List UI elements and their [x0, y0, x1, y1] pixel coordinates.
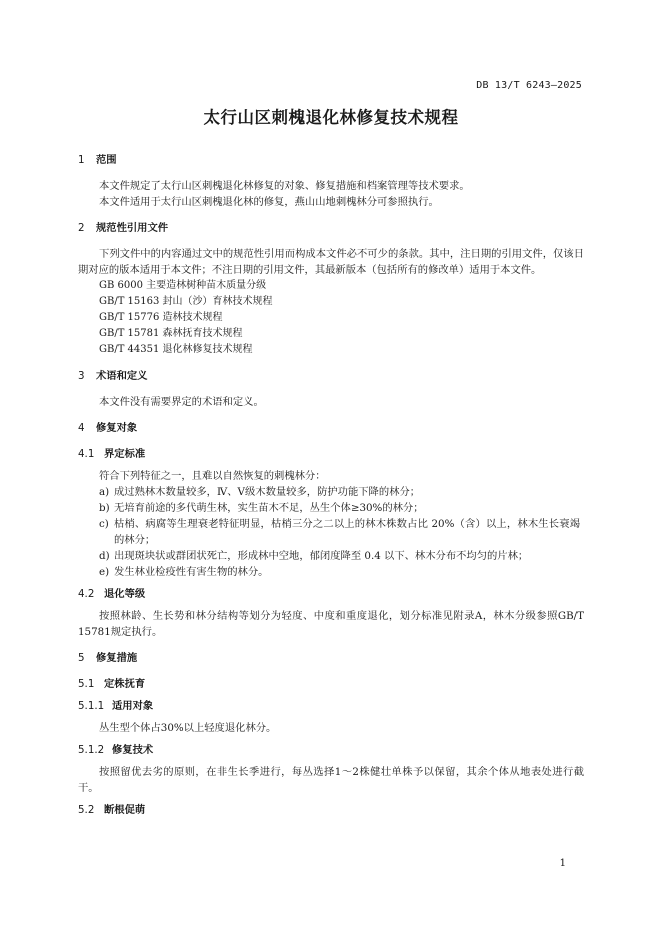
paragraph: 本文件没有需要界定的术语和定义。: [99, 396, 264, 408]
reference-item: GB/T 15776 造林技术规程: [99, 312, 223, 323]
section-number: 5: [78, 652, 85, 664]
document-body: [78, 152, 584, 818]
section-number: 2: [78, 222, 85, 234]
section-title: 适用对象: [112, 700, 154, 712]
paragraph: 丛生型个体占30%以上轻度退化林分。: [99, 722, 277, 734]
list-item: [78, 548, 584, 564]
list-marker: e): [99, 566, 110, 578]
reference-item: GB 6000 主要造林树种苗木质量分级: [99, 280, 267, 291]
reference-item: GB/T 44351 退化林修复技术规程: [99, 344, 253, 355]
section-title: 规范性引用文件: [96, 222, 169, 234]
paragraph: 下列文件中的内容通过文中的规范性引用而构成本文件必不可少的条款。其中，注日期的引用文件，仅该日期对应的版本适用于本文件；不注日期的引用文件，其最新版本（包括所有的修改单）适用于本文件。: [78, 248, 584, 276]
paragraph: 符合下列特征之一，且难以自然恢复的刺槐林分：: [99, 470, 326, 482]
section-number: 4: [78, 422, 85, 434]
section-5-1-1-heading: [78, 698, 584, 714]
section-4-2-heading: [78, 586, 584, 602]
document-code: DB 13/T 6243—2025: [476, 80, 582, 91]
section-4-heading: [78, 420, 584, 436]
section-number: 5.1.1: [78, 700, 105, 712]
list-item: [78, 484, 584, 500]
page-number: 1: [559, 858, 566, 869]
section-title: 范围: [96, 154, 117, 166]
section-title: 断根促萌: [104, 804, 146, 816]
list-text: 成过熟林木数量较多，Ⅳ、Ⅴ级木数量较多，防护功能下降的林分；: [114, 486, 421, 498]
section-title: 术语和定义: [96, 370, 148, 382]
section-number: 4.2: [78, 588, 95, 600]
section-number: 3: [78, 370, 85, 382]
list-text: 出现斑块状或群团状死亡，形成林中空地，郁闭度降至 0.4 以下、林木分布不均匀的片林；: [114, 550, 529, 562]
section-5-2-heading: [78, 802, 584, 818]
paragraph: 按照林龄、生长势和林分结构等划分为轻度、中度和重度退化，划分标准见附录A，林木分级参照GB/T 15781规定执行。: [78, 610, 584, 638]
reference-item: GB/T 15163 封山（沙）育林技术规程: [99, 296, 273, 307]
section-number: 5.2: [78, 804, 95, 816]
list-text: 发生林业检疫性有害生物的林分。: [114, 566, 269, 578]
section-number: 1: [78, 154, 85, 166]
reference-item: GB/T 15781 森林抚育技术规程: [99, 328, 243, 339]
list-item: [78, 516, 584, 548]
section-5-1-2-heading: [78, 742, 584, 758]
section-1-heading: [78, 152, 584, 168]
section-5-heading: [78, 650, 584, 666]
paragraph: 本文件规定了太行山区刺槐退化林修复的对象、修复措施和档案管理等技术要求。: [99, 180, 470, 192]
list-marker: a): [99, 486, 110, 498]
section-3-heading: [78, 368, 584, 384]
list-text: 无培育前途的多代萌生林，实生苗木不足，丛生个体≥30%的林分；: [114, 502, 424, 514]
section-title: 退化等级: [104, 588, 146, 600]
list-marker: b): [99, 502, 110, 514]
section-number: 5.1: [78, 678, 95, 690]
section-title: 修复对象: [96, 422, 138, 434]
list-marker: c): [99, 518, 109, 530]
section-number: 4.1: [78, 448, 95, 460]
list-marker: d): [99, 550, 110, 562]
section-title: 修复技术: [112, 744, 154, 756]
list-item: [78, 500, 584, 516]
section-5-1-heading: [78, 676, 584, 692]
section-2-heading: [78, 220, 584, 236]
list-text: 枯梢、病腐等生理衰老特征明显，枯梢三分之二以上的林木株数占比 20%（含）以上，林木生长衰竭的林分；: [114, 518, 580, 546]
document-title: 太行山区刺槐退化林修复技术规程: [203, 108, 459, 127]
paragraph: 本文件适用于太行山区刺槐退化林的修复，燕山山地刺槐林分可参照执行。: [99, 196, 439, 208]
section-4-1-heading: [78, 446, 584, 462]
section-title: 修复措施: [96, 652, 138, 664]
section-number: 5.1.2: [78, 744, 105, 756]
paragraph: 按照留优去劣的原则，在非生长季进行，每丛选择1～2株健壮单株予以保留，其余个体从地表处进行截干。: [78, 766, 584, 794]
list-item: [78, 564, 584, 580]
section-title: 界定标准: [104, 448, 146, 460]
section-title: 定株抚育: [104, 678, 146, 690]
